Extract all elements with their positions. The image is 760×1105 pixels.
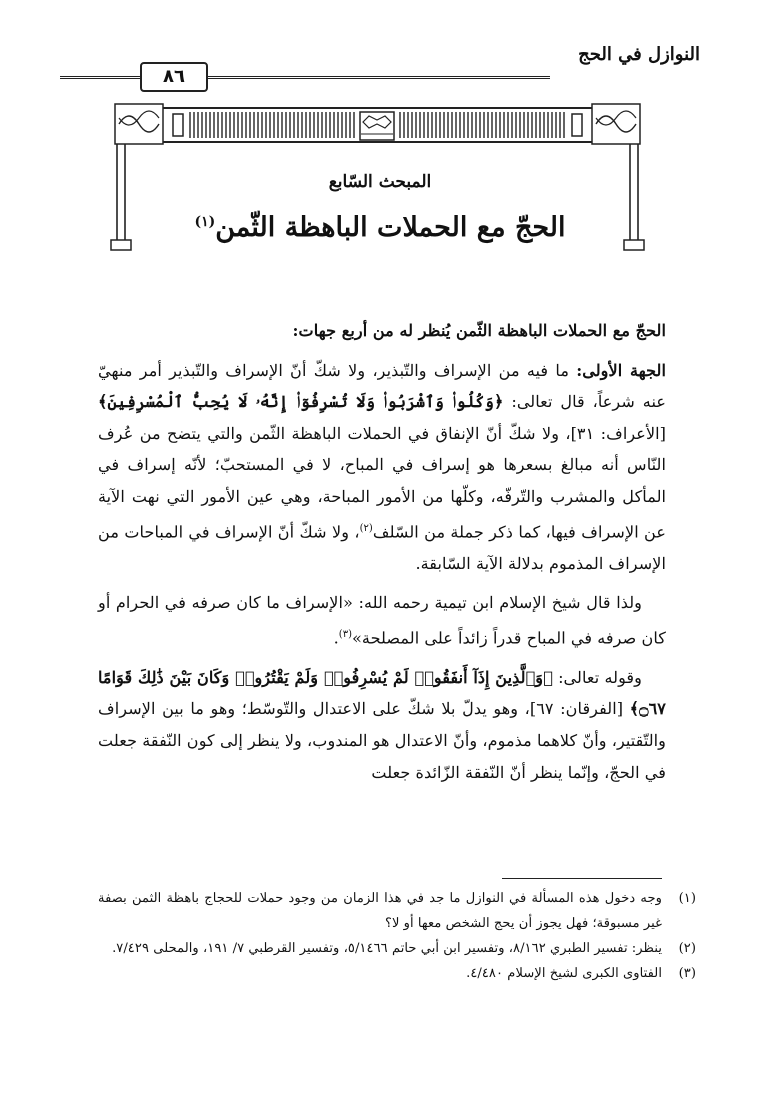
footnote-text: ينظر: تفسير الطبري ٨/١٦٢، وتفسير ابن أبي حاتم ٥/١٤٦٦، وتفسير القرطبي ٧/ ١٩١، والمحلى ٧/٤٢٩. xyxy=(112,941,662,956)
chapter-title-text: الحجّ مع الحملات الباهظة الثّمن xyxy=(215,212,566,243)
footnote-number: (٢) xyxy=(678,941,696,956)
paragraph xyxy=(98,355,666,580)
footnote-ref: (١) xyxy=(194,214,216,230)
running-title: النوازل في الحج xyxy=(578,44,700,65)
footnote-text: الفتاوى الكبرى لشيخ الإسلام ٤/٤٨٠. xyxy=(466,966,662,981)
footnote-text: وجه دخول هذه المسألة في النوازل ما جد في هذا الزمان من وجود حملات للحجاج باهظة الثمن بصفة غير مسبوقة؛ فهل يجوز أن يحج الشخص معها أو لا؟ xyxy=(98,891,662,931)
paragraph-text: [الفرقان: ٦٧]، وهو يدلّ بلا شكّ على الاعتدال والتّوسّط؛ وهو ما بين الإسراف والتّقتير، وأنّ كلاهما مذموم، وأنّ الاعتدال هو المندوب، ولا ينظر إلى كون النّفقة جعلت في الحجّ، وإنّما ينظر أنّ النّفقة الزّائدة جعلت xyxy=(98,699,666,782)
footnote-number: (٣) xyxy=(678,966,696,981)
paragraph-intro: الحجّ مع الحملات الباهظة الثّمن يُنظر له من أربع جهات: xyxy=(292,321,666,340)
quran-verse: ﴿وَٱلَّذِينَ إِذَآ أَنفَقُوا۟ لَمْ يُسْرِفُوا۟ وَلَمْ يَقْتُرُوا۟ وَكَانَ بَيْنَ ذَٰلِكَ قَوَامًا ۝٦٧﴾ xyxy=(98,667,666,719)
header-rule xyxy=(60,76,550,79)
paragraph-text: [الأعراف: ٣١]، ولا شكّ أنّ الإنفاق في الحملات الباهظة الثّمن والتي يتضح من عُرف النّاس أنه مبالغ بسعرها هو إسراف في المباح، لا في المستحبّ؛ لأنّه إسراف في المأكل والمشرب والتّرفّه، وكلّها من الأمور المباحة، وهي عين الأمور التي نهت الآية عن الإسراف فيها، كما ذكر جملة من السّلف xyxy=(98,423,667,541)
page-number: ٨٦ xyxy=(140,62,208,92)
paragraph-text: ولذا قال شيخ الإسلام ابن تيمية رحمه الله: «الإسراف ما كان صرفه في الحرام أو كان صرفه في المباح قدراً زائداً على المصلحة» xyxy=(98,593,666,648)
body-text xyxy=(98,315,666,796)
paragraph-text: ، ولا شكّ أنّ الإسراف في المباحات من الإسراف المذموم بدلالة الآية السّابقة. xyxy=(98,521,666,573)
paragraph xyxy=(98,662,666,788)
footnote-ref: (٣) xyxy=(338,628,352,640)
footnote xyxy=(98,936,696,961)
paragraph xyxy=(98,587,666,654)
footnotes xyxy=(98,886,696,986)
paragraph-text: . xyxy=(333,628,339,648)
footnote xyxy=(98,961,696,986)
paragraph-text: ما فيه من الإسراف والتّبذير، ولا شكّ أنّ الإسراف والتّبذير أمر منهيّ عنه شرعاً، قال تعالى: xyxy=(98,360,666,412)
footnote-number: (١) xyxy=(678,891,696,906)
paragraph-lead: الجهة الأولى: xyxy=(576,360,666,380)
footnote-divider xyxy=(502,878,662,879)
footnote xyxy=(98,886,696,936)
footnote-ref: (٢) xyxy=(359,522,373,534)
running-header xyxy=(60,44,700,87)
paragraph-text: وقوله تعالى: xyxy=(552,667,642,687)
section-label: المبحث السّابع xyxy=(328,172,432,192)
quran-verse: ﴿وَكُلُوا۟ وَٱشْرَبُوا۟ وَلَا تُسْرِفُوٓا۟ إِنَّهُۥ لَا يُحِبُّ ٱلْمُسْرِفِينَ﴾ xyxy=(98,392,504,412)
chapter-title xyxy=(0,212,760,243)
